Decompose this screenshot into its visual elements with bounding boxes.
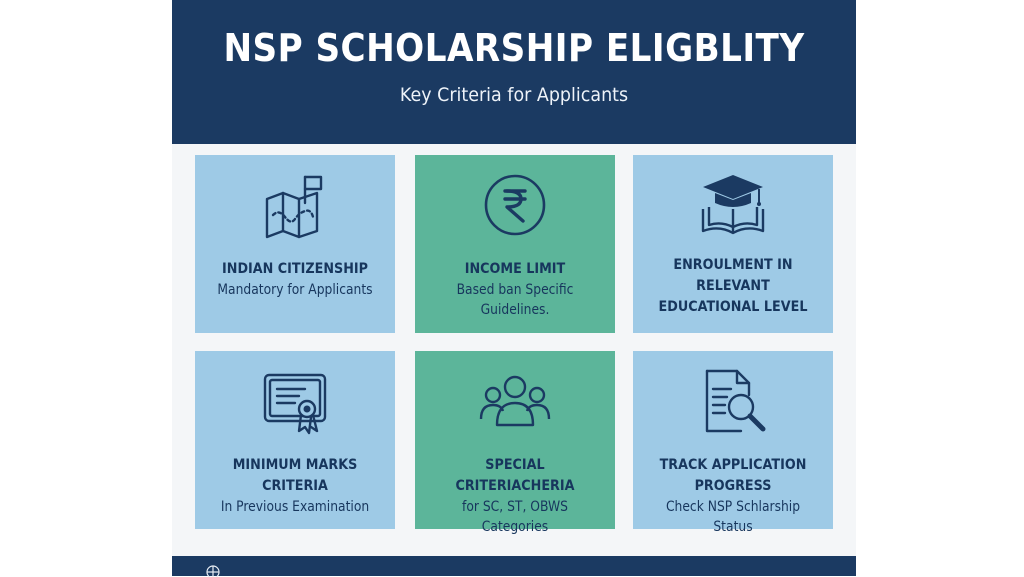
card-enrolment	[633, 155, 833, 333]
certificate-icon	[259, 365, 331, 437]
rupee-icon	[479, 169, 551, 241]
card-description: Check NSP Schlarship Status	[665, 499, 801, 535]
card-description-line: Guidelines.	[480, 302, 550, 318]
graduation-cap-book-icon	[697, 169, 769, 241]
india-map-flag-icon	[259, 169, 331, 241]
card-income-limit	[415, 155, 615, 333]
card-title: TRACK APPLICATION PROGRESS	[659, 457, 807, 494]
emblem-icon	[202, 563, 224, 577]
card-minimum-marks	[195, 351, 395, 529]
card-title: SPECIAL CRITERIACHERIA	[455, 457, 575, 494]
card-title-line: RELEVANT	[696, 278, 770, 294]
page-title: NSP SCHOLARSHIP ELIGBLITY	[223, 26, 805, 70]
card-description: for SC, ST, OBWS Categories	[461, 499, 569, 535]
card-title: MINIMUM MARKS CRITERIA	[232, 457, 358, 494]
document-search-icon	[697, 365, 769, 437]
poster	[172, 0, 856, 576]
footer-bar	[172, 556, 856, 576]
card-title-line: ENROULMENT IN	[673, 257, 793, 273]
card-title: INCOME LIMIT	[464, 261, 566, 277]
people-group-icon	[479, 365, 551, 437]
card-description: In Previous Examination	[220, 499, 370, 515]
header-banner	[172, 0, 856, 144]
card-title: INDIAN CITIZENSHIP	[222, 261, 368, 277]
card-description: Mandatory for Applicants	[217, 282, 373, 298]
card-title-line: EDUCATIONAL LEVEL	[658, 299, 808, 315]
card-special-criteria	[415, 351, 615, 535]
card-indian-citizenship	[195, 155, 395, 333]
card-track-application	[633, 351, 833, 535]
page-subtitle: Key Criteria for Applicants	[399, 84, 629, 106]
card-description-line: Based ban Specific	[456, 282, 574, 298]
